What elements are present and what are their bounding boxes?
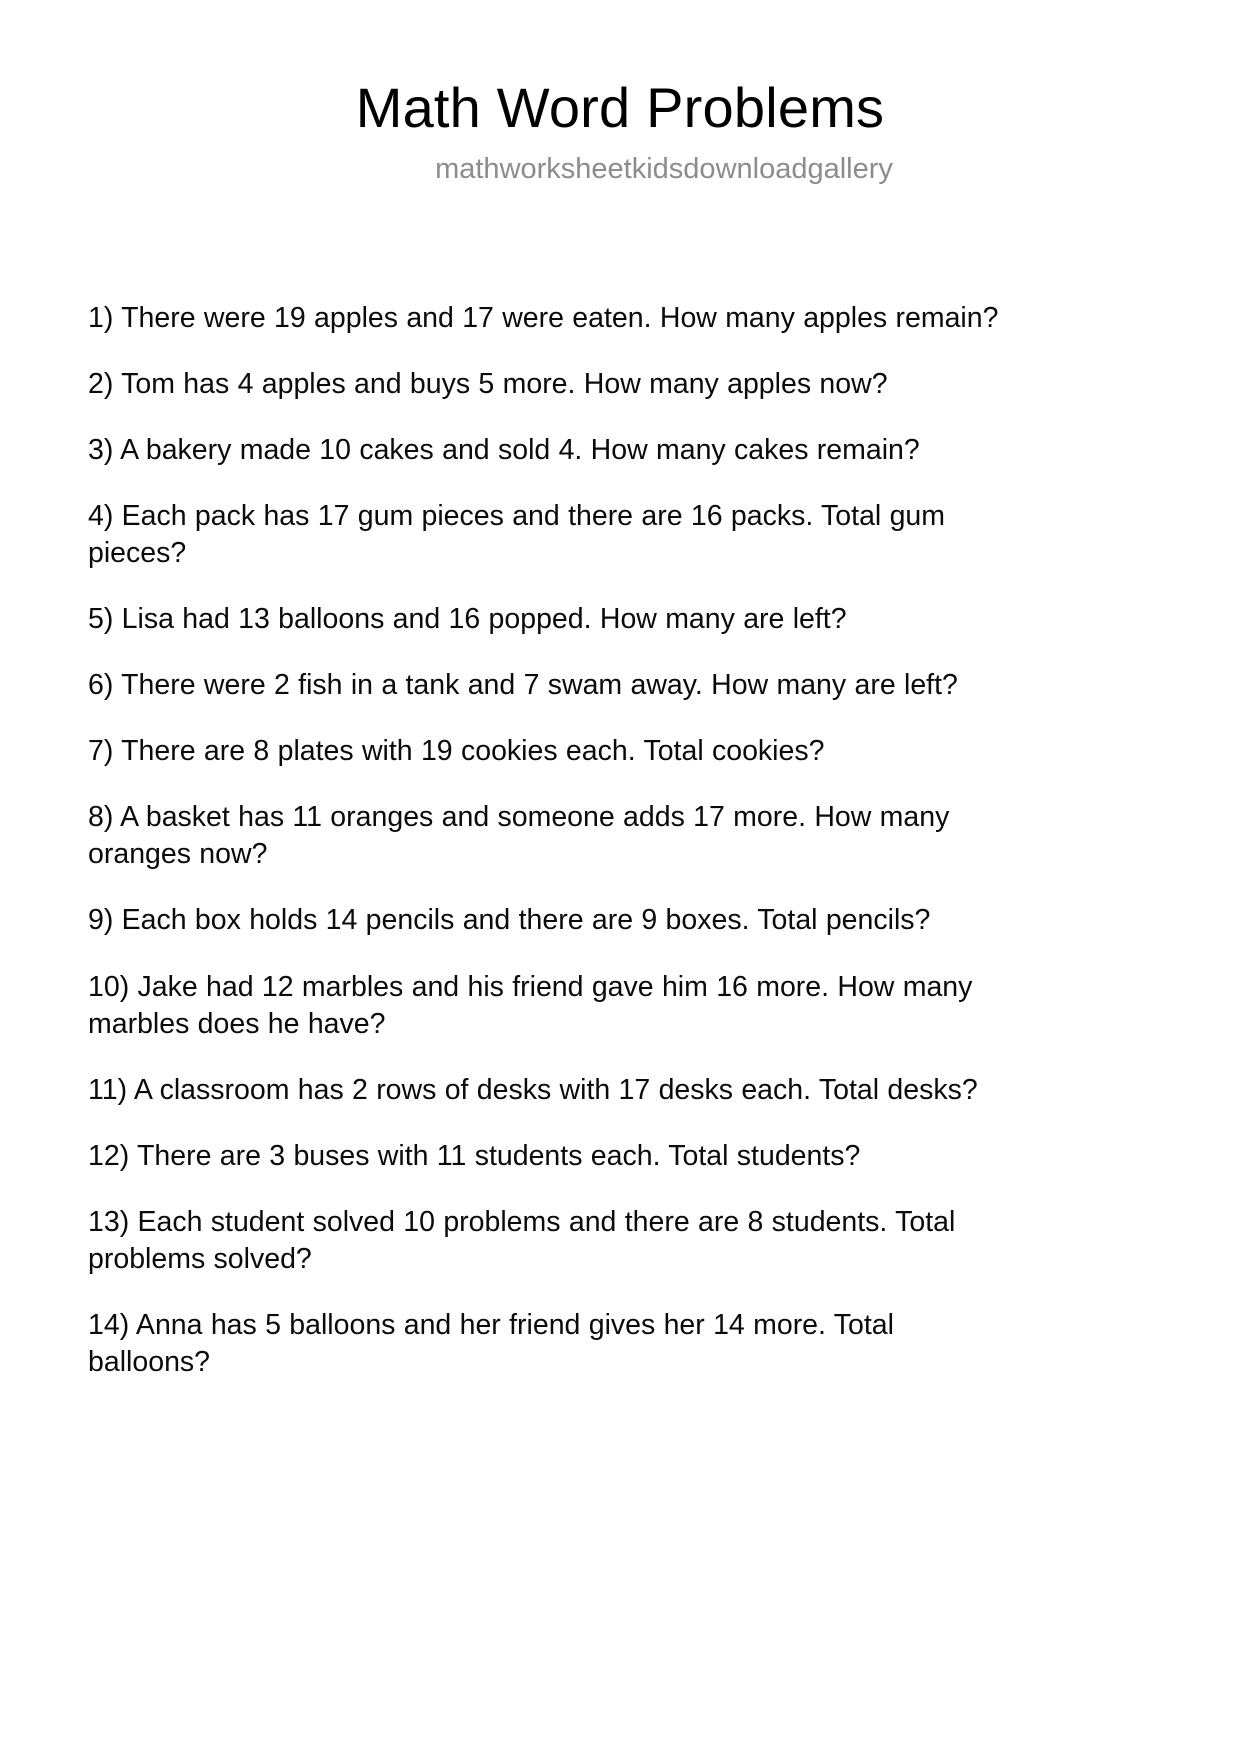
problem-item: 6) There were 2 fish in a tank and 7 swam away. How many are left? [88, 669, 958, 702]
problem-item: 4) Each pack has 17 gum pieces and there are 16 packs. Total gum pieces? [88, 500, 946, 570]
problem-item: 2) Tom has 4 apples and buys 5 more. How many apples now? [88, 368, 888, 401]
page-title: Math Word Problems [355, 76, 885, 139]
problem-item: 11) A classroom has 2 rows of desks with 17 desks each. Total desks? [88, 1073, 978, 1106]
word-problem-list [88, 300, 1020, 1381]
problem-item: 10) Jake had 12 marbles and his friend gave him 16 more. How many marbles does he have? [88, 970, 973, 1040]
problem-item: 3) A bakery made 10 cakes and sold 4. How many cakes remain? [88, 434, 920, 467]
problem-item: 13) Each student solved 10 problems and there are 8 students. Total problems solved? [88, 1205, 956, 1275]
problem-item: 12) There are 3 buses with 11 students each. Total students? [88, 1139, 861, 1172]
page-subtitle: mathworksheetkidsdownloadgallery [435, 153, 893, 186]
problem-item: 8) A basket has 11 oranges and someone adds 17 more. How many oranges now? [88, 801, 950, 871]
problem-item: 1) There were 19 apples and 17 were eaten. How many apples remain? [88, 302, 999, 334]
problem-item: 14) Anna has 5 balloons and her friend gives her 14 more. Total balloons? [88, 1308, 894, 1378]
problem-item: 7) There are 8 plates with 19 cookies each. Total cookies? [88, 735, 825, 768]
problem-item: 9) Each box holds 14 pencils and there are 9 boxes. Total pencils? [88, 904, 931, 937]
document-header [0, 78, 1240, 187]
problem-item: 5) Lisa had 13 balloons and 16 popped. How many are left? [88, 603, 847, 636]
